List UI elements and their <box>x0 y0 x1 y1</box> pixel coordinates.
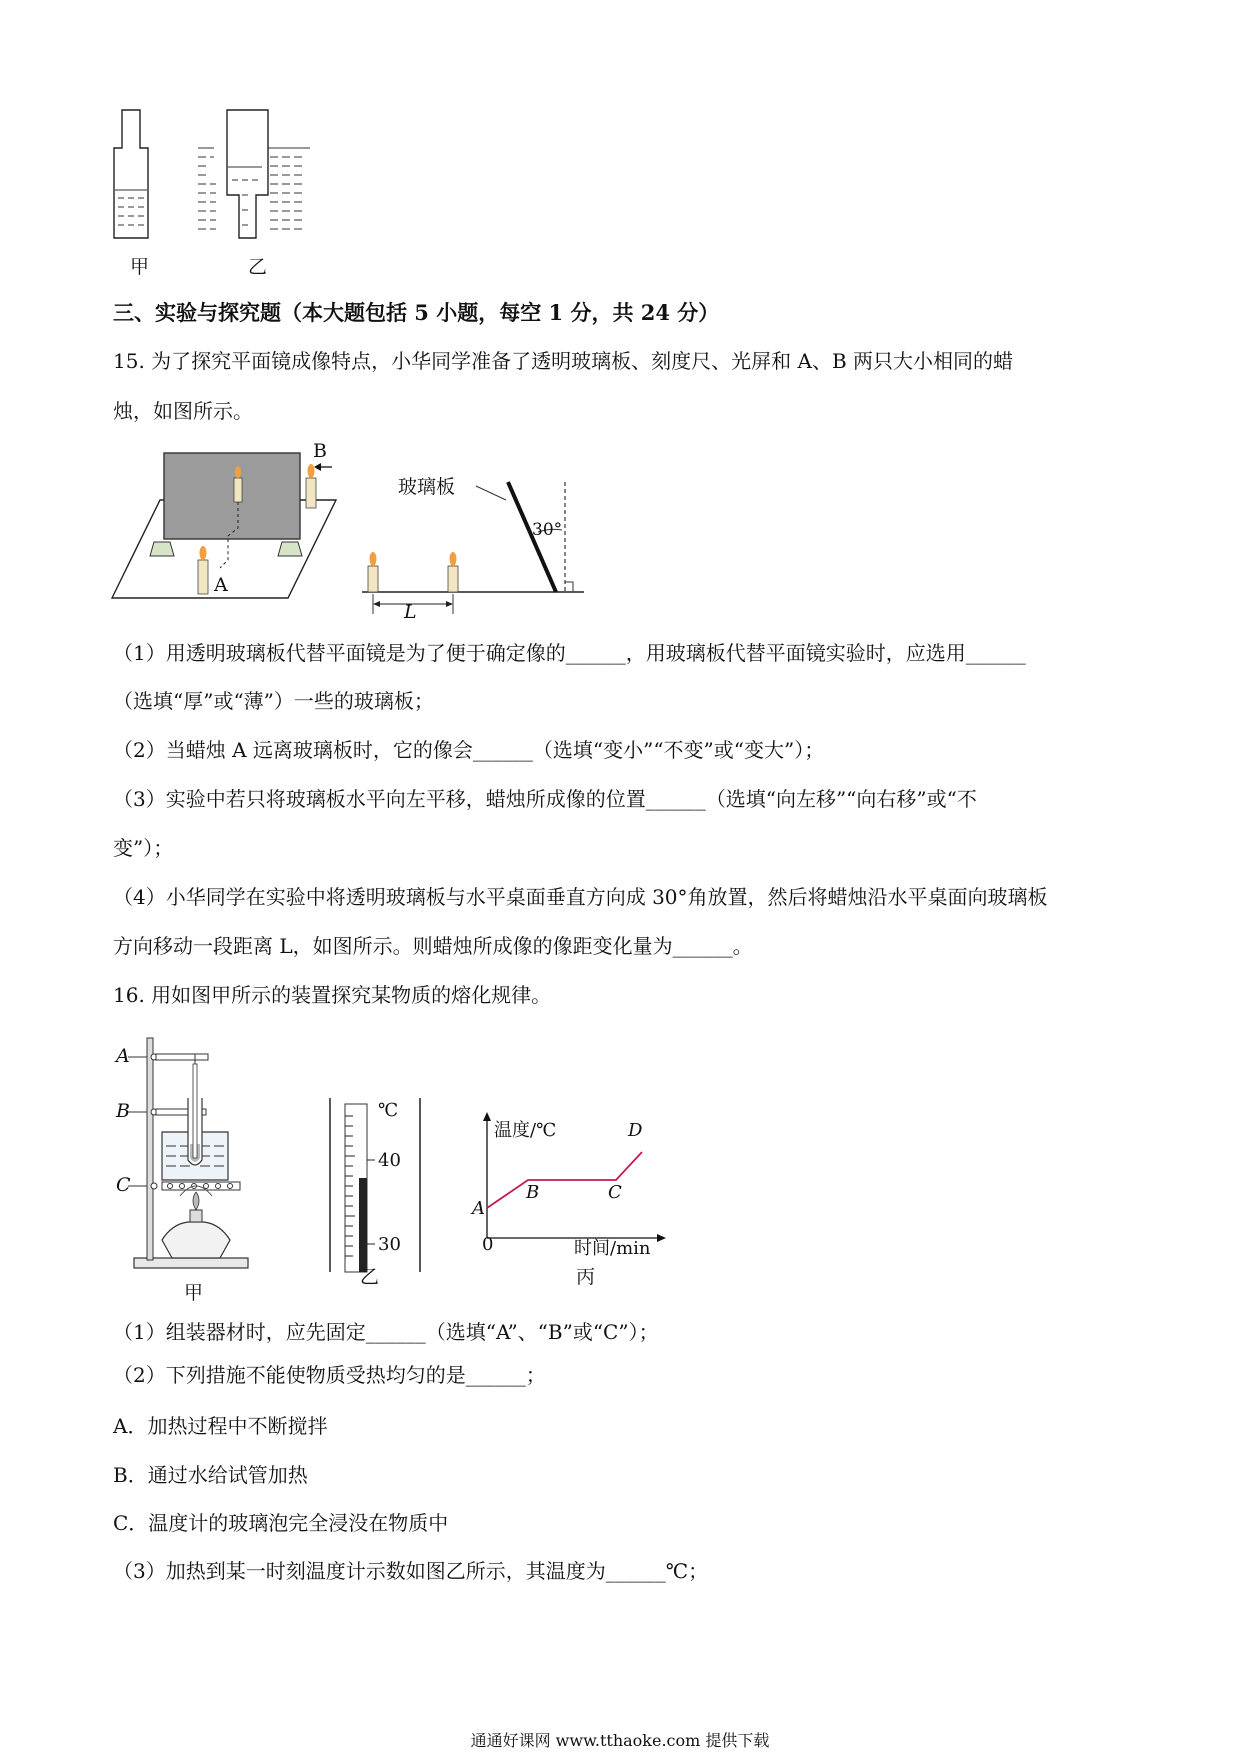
fig-label-jia: 甲 <box>130 256 150 278</box>
candle-right <box>448 552 458 592</box>
q15-label-B: B <box>313 440 327 462</box>
q15-part1-line1: （1）用透明玻璃板代替平面镜是为了便于确定像的______，用玻璃板代替平面镜实验时，应选用______ <box>113 641 1026 665</box>
q15-tilt-figure <box>360 470 590 620</box>
q16-option-B: B．通过水给试管加热 <box>113 1463 308 1487</box>
q16-part1: （1）组装器材时，应先固定______（选填“A”、“B”或“C”）； <box>113 1320 659 1344</box>
glass-plate <box>164 453 300 539</box>
bottle-yi <box>227 110 268 238</box>
q15-stem-line1: 15. 为了探究平面镜成像特点，小华同学准备了透明玻璃板、刻度尺、光屏和 A、B 两只大小相同的蜡 <box>113 349 1014 373</box>
q15-label-angle: 30° <box>532 520 563 540</box>
bottle-jia <box>114 110 148 238</box>
q15-part3-line2: 变”）； <box>113 836 174 860</box>
alcohol-lamp <box>162 1222 230 1258</box>
q16-label-C: C <box>116 1174 131 1196</box>
q16-thermo-tick-40: 40 <box>378 1150 401 1171</box>
q16-apparatus-figure <box>110 1028 250 1278</box>
candle-left <box>368 552 378 592</box>
q16-graph-origin: 0 <box>482 1234 494 1255</box>
q16-caption-jia: 甲 <box>184 1282 204 1304</box>
q16-stem: 16. 用如图甲所示的装置探究某物质的熔化规律。 <box>113 983 552 1007</box>
q16-graph-point-D: D <box>628 1120 643 1141</box>
q15-part1-line2: （选填“厚”或“薄”）一些的玻璃板； <box>113 689 434 713</box>
glass-leader-line <box>476 486 506 500</box>
q15-part2: （2）当蜡烛 A 远离玻璃板时，它的像会______（选填“变小”“不变”或“变大”）； <box>113 738 825 762</box>
q16-label-B: B <box>116 1100 130 1122</box>
q15-label-glass: 玻璃板 <box>398 476 456 498</box>
q16-thermo-tick-30: 30 <box>378 1234 401 1255</box>
q16-caption-bing: 丙 <box>576 1266 596 1288</box>
q15-part3-line1: （3）实验中若只将玻璃板水平向左平移，蜡烛所成像的位置______（选填“向左移”“向右移”或“不 <box>113 787 977 811</box>
thermometer <box>193 1064 197 1158</box>
q16-graph-ylabel: 温度/℃ <box>494 1120 557 1141</box>
q16-caption-yi: 乙 <box>360 1266 380 1288</box>
section-heading: 三、实验与探究题（本大题包括 5 小题，每空 1 分，共 24 分） <box>113 300 720 325</box>
q15-part4-line1: （4）小华同学在实验中将透明玻璃板与水平桌面垂直方向成 30°角放置，然后将蜡烛沿水平桌面向玻璃板 <box>113 885 1048 909</box>
q15-label-A: A <box>214 574 228 596</box>
water-jia <box>115 190 147 225</box>
q15-label-L: L <box>404 601 417 623</box>
q16-option-C: C．温度计的玻璃泡完全浸没在物质中 <box>113 1511 449 1535</box>
q16-thermo-unit: ℃ <box>378 1100 399 1121</box>
candle-A <box>198 546 208 594</box>
q16-part3: （3）加热到某一时刻温度计示数如图乙所示，其温度为______℃； <box>113 1559 709 1583</box>
fig-label-yi: 乙 <box>248 256 268 278</box>
q16-graph-point-B: B <box>526 1182 540 1203</box>
q15-mirror-figure <box>110 440 350 610</box>
candle-B <box>306 464 316 508</box>
q16-label-A: A <box>116 1045 130 1067</box>
q15-stem-line2: 烛，如图所示。 <box>113 399 253 423</box>
q16-graph-point-A: A <box>472 1198 485 1219</box>
stand-rod <box>147 1038 153 1260</box>
q16-thermometer-figure <box>325 1096 425 1286</box>
q16-option-A: A．加热过程中不断搅拌 <box>113 1414 328 1438</box>
candle-image <box>234 466 242 502</box>
q16-graph-point-C: C <box>608 1182 622 1203</box>
q16-part2: （2）下列措施不能使物质受热均匀的是______； <box>113 1363 546 1387</box>
water-yi <box>198 148 310 229</box>
q15-part4-line2: 方向移动一段距离 L，如图所示。则蜡烛所成像的像距变化量为______。 <box>113 934 753 958</box>
page-footer: 通通好课网 www.tthaoke.com 提供下载 <box>470 1731 770 1750</box>
q16-graph-xlabel: 时间/min <box>574 1238 651 1259</box>
thermometer-liquid <box>359 1178 367 1272</box>
